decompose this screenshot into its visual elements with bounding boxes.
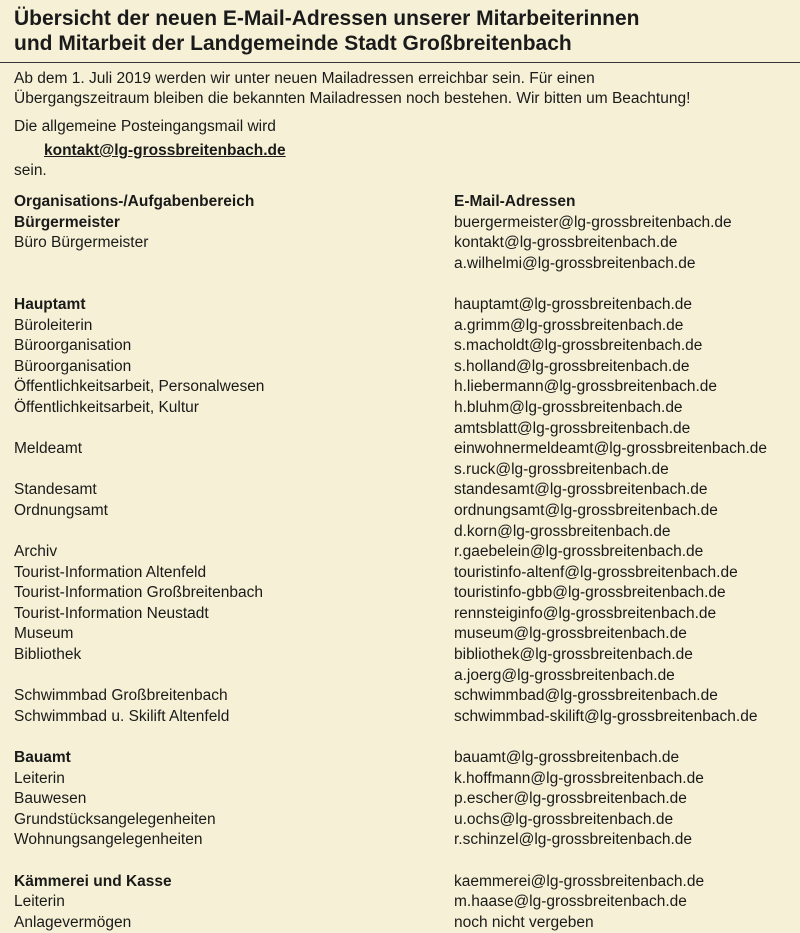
general-mail-suffix: sein. bbox=[14, 162, 47, 179]
table-row bbox=[14, 892, 800, 913]
row-email: museum@lg-grossbreitenbach.de bbox=[454, 625, 687, 643]
row-email: p.escher@lg-grossbreitenbach.de bbox=[454, 790, 687, 808]
row-area: Büroleiterin bbox=[14, 316, 93, 334]
table-row bbox=[14, 645, 800, 666]
table-row bbox=[14, 439, 800, 460]
row-email: hauptamt@lg-grossbreitenbach.de bbox=[454, 295, 693, 313]
row-area: Grundstücksangelegenheiten bbox=[14, 810, 216, 828]
row-email: k.hoffmann@lg-grossbreitenbach.de bbox=[454, 769, 704, 787]
table-row bbox=[14, 501, 800, 522]
table-row bbox=[14, 274, 800, 295]
row-email: s.macholdt@lg-grossbreitenbach.de bbox=[454, 337, 703, 355]
column-header-area: Organisations-/Aufgabenbereich bbox=[14, 193, 255, 210]
row-area: Anlagevermögen bbox=[14, 913, 132, 931]
row-area: Tourist-Information Altenfeld bbox=[14, 563, 207, 581]
row-email: einwohnermeldeamt@lg-grossbreitenbach.de bbox=[454, 440, 767, 458]
row-email: schwimmbad-skilift@lg-grossbreitenbach.de bbox=[454, 707, 758, 725]
row-area: Hauptamt bbox=[14, 295, 86, 313]
row-email: schwimmbad@lg-grossbreitenbach.de bbox=[454, 687, 718, 705]
intro-section bbox=[14, 69, 800, 181]
table-row bbox=[14, 542, 800, 563]
table-row bbox=[14, 872, 800, 893]
row-email: a.joerg@lg-grossbreitenbach.de bbox=[454, 666, 675, 684]
row-area: Büroorganisation bbox=[14, 357, 132, 375]
row-email: bauamt@lg-grossbreitenbach.de bbox=[454, 749, 680, 767]
row-email: u.ochs@lg-grossbreitenbach.de bbox=[454, 810, 674, 828]
row-area bbox=[14, 274, 454, 295]
row-area: Bauamt bbox=[14, 749, 71, 767]
table-row bbox=[14, 583, 800, 604]
general-mail-address: kontakt@lg-grossbreitenbach.de bbox=[44, 142, 286, 159]
row-area bbox=[14, 727, 454, 748]
table-row bbox=[14, 336, 800, 357]
row-email: standesamt@lg-grossbreitenbach.de bbox=[454, 481, 708, 499]
title-line-2: und Mitarbeit der Landgemeinde Stadt Großbreitenbach bbox=[14, 32, 572, 55]
row-area: Büroorganisation bbox=[14, 337, 132, 355]
row-email: d.korn@lg-grossbreitenbach.de bbox=[454, 522, 671, 540]
row-area: Tourist-Information Neustadt bbox=[14, 604, 209, 622]
table-row bbox=[14, 563, 800, 584]
row-area bbox=[14, 419, 454, 440]
row-area: Öffentlichkeitsarbeit, Personalwesen bbox=[14, 378, 265, 396]
column-header-email: E-Mail-Adressen bbox=[454, 193, 576, 210]
row-area bbox=[14, 666, 454, 687]
table-row bbox=[14, 522, 800, 543]
row-email bbox=[454, 727, 800, 748]
table-row bbox=[14, 727, 800, 748]
general-mail-text: Die allgemeine Posteingangsmail wird bbox=[14, 118, 276, 135]
row-area: Schwimmbad Großbreitenbach bbox=[14, 687, 228, 705]
table-row bbox=[14, 624, 800, 645]
page-title bbox=[14, 0, 800, 56]
row-area bbox=[14, 851, 454, 872]
row-email: buergermeister@lg-grossbreitenbach.de bbox=[454, 213, 732, 231]
table-row bbox=[14, 460, 800, 481]
row-email: bibliothek@lg-grossbreitenbach.de bbox=[454, 646, 693, 664]
table-row bbox=[14, 748, 800, 769]
table-row bbox=[14, 357, 800, 378]
row-email: ordnungsamt@lg-grossbreitenbach.de bbox=[454, 501, 718, 519]
table-row bbox=[14, 851, 800, 872]
table-row bbox=[14, 233, 800, 254]
email-directory-table bbox=[14, 192, 800, 933]
table-row bbox=[14, 789, 800, 810]
table-row bbox=[14, 666, 800, 687]
row-email: h.bluhm@lg-grossbreitenbach.de bbox=[454, 398, 683, 416]
title-line-1: Übersicht der neuen E-Mail-Adressen unserer Mitarbeiterinnen bbox=[14, 7, 640, 30]
row-area bbox=[14, 460, 454, 481]
table-row bbox=[14, 604, 800, 625]
intro-line-2: Übergangszeitraum bleiben die bekannten Mailadressen noch bestehen. Wir bitten um Beachtung! bbox=[14, 90, 691, 107]
table-row bbox=[14, 769, 800, 790]
intro-line-1: Ab dem 1. Juli 2019 werden wir unter neuen Mailadressen erreichbar sein. Für einen bbox=[14, 70, 595, 87]
table-row bbox=[14, 254, 800, 275]
row-area: Tourist-Information Großbreitenbach bbox=[14, 584, 263, 602]
table-row bbox=[14, 295, 800, 316]
table-row bbox=[14, 686, 800, 707]
row-email: touristinfo-altenf@lg-grossbreitenbach.de bbox=[454, 563, 738, 581]
row-area: Standesamt bbox=[14, 481, 97, 499]
row-email: touristinfo-gbb@lg-grossbreitenbach.de bbox=[454, 584, 726, 602]
table-row bbox=[14, 707, 800, 728]
title-divider bbox=[0, 62, 800, 63]
row-email: amtsblatt@lg-grossbreitenbach.de bbox=[454, 419, 691, 437]
row-area: Schwimmbad u. Skilift Altenfeld bbox=[14, 707, 230, 725]
row-area: Ordnungsamt bbox=[14, 501, 108, 519]
row-email: rennsteiginfo@lg-grossbreitenbach.de bbox=[454, 604, 717, 622]
table-row bbox=[14, 398, 800, 419]
row-area bbox=[14, 522, 454, 543]
document-page bbox=[14, 0, 800, 933]
table-row bbox=[14, 419, 800, 440]
row-email: m.haase@lg-grossbreitenbach.de bbox=[454, 893, 687, 911]
row-email: s.holland@lg-grossbreitenbach.de bbox=[454, 357, 690, 375]
row-email: kaemmerei@lg-grossbreitenbach.de bbox=[454, 872, 705, 890]
row-area: Bauwesen bbox=[14, 790, 87, 808]
row-email: kontakt@lg-grossbreitenbach.de bbox=[454, 234, 678, 252]
row-area: Leiterin bbox=[14, 893, 65, 911]
row-email bbox=[454, 274, 800, 295]
row-email: s.ruck@lg-grossbreitenbach.de bbox=[454, 460, 669, 478]
table-row bbox=[14, 480, 800, 501]
row-area bbox=[14, 254, 454, 275]
table-row bbox=[14, 213, 800, 234]
row-area: Archiv bbox=[14, 543, 58, 561]
row-email: r.gaebelein@lg-grossbreitenbach.de bbox=[454, 543, 704, 561]
row-email: r.schinzel@lg-grossbreitenbach.de bbox=[454, 831, 693, 849]
row-area: Wohnungsangelegenheiten bbox=[14, 831, 203, 849]
row-area: Bürgermeister bbox=[14, 213, 120, 231]
row-area: Leiterin bbox=[14, 769, 65, 787]
table-header-row bbox=[14, 192, 800, 213]
row-email: a.wilhelmi@lg-grossbreitenbach.de bbox=[454, 254, 696, 272]
row-area: Meldeamt bbox=[14, 440, 83, 458]
row-area: Öffentlichkeitsarbeit, Kultur bbox=[14, 398, 199, 416]
table-row bbox=[14, 810, 800, 831]
row-area: Kämmerei und Kasse bbox=[14, 872, 172, 890]
row-email: a.grimm@lg-grossbreitenbach.de bbox=[454, 316, 684, 334]
row-area: Bibliothek bbox=[14, 646, 82, 664]
row-area: Büro Bürgermeister bbox=[14, 234, 149, 252]
row-email bbox=[454, 851, 800, 872]
table-row bbox=[14, 830, 800, 851]
table-row bbox=[14, 316, 800, 337]
table-row bbox=[14, 377, 800, 398]
row-email: h.liebermann@lg-grossbreitenbach.de bbox=[454, 378, 718, 396]
row-area: Museum bbox=[14, 625, 74, 643]
row-email: noch nicht vergeben bbox=[454, 913, 594, 931]
